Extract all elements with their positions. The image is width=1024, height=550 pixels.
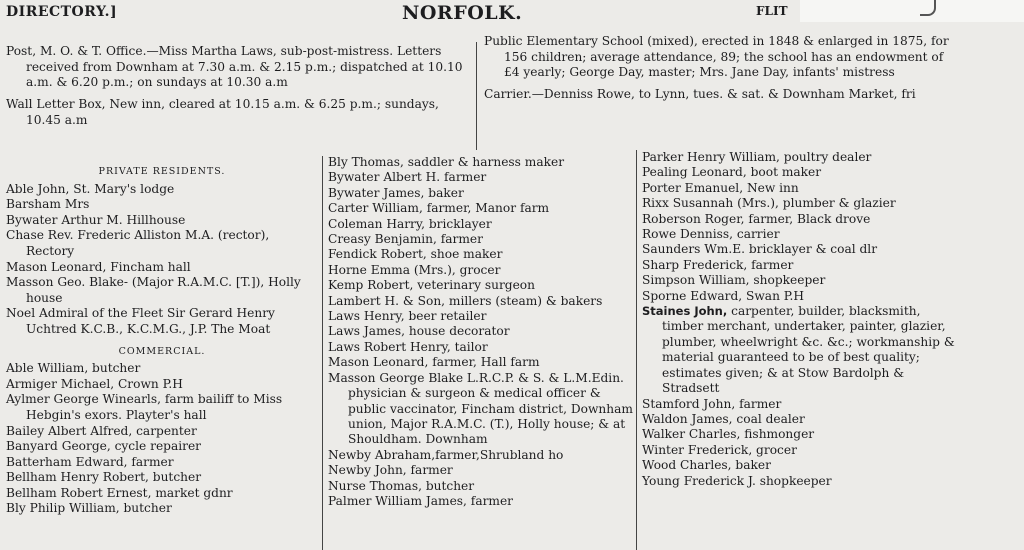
list-item: Bellham Henry Robert, butcher	[6, 470, 202, 485]
list-item: Carter William, farmer, Manor farm	[328, 201, 550, 216]
list-item: Winter Frederick, grocer	[642, 442, 797, 457]
pen-mark	[920, 0, 936, 16]
stamp-area	[800, 0, 1024, 22]
list-item: Fendick Robert, shoe maker	[328, 247, 503, 262]
list-item: Kemp Robert, veterinary surgeon	[328, 278, 535, 293]
list-item: Bywater Arthur M. Hillhouse	[6, 212, 186, 227]
list-item: Simpson William, shopkeeper	[642, 273, 826, 288]
school-block	[484, 34, 950, 103]
list-item: Pealing Leonard, boot maker	[642, 165, 822, 180]
list-item: Barsham Mrs	[6, 197, 90, 212]
list-item: Banyard George, cycle repairer	[6, 439, 201, 454]
list-item: Newby John, farmer	[328, 463, 453, 478]
list-item: Young Frederick J. shopkeeper	[642, 473, 832, 488]
list-item: Able William, butcher	[6, 361, 141, 376]
left-column	[6, 158, 318, 517]
list-item: Nurse Thomas, butcher	[328, 478, 475, 493]
list-item: Parker Henry William, poultry dealer	[642, 150, 872, 164]
list-item: Able John, St. Mary's lodge	[6, 181, 175, 196]
list-item: Bailey Albert Alfred, carpenter	[6, 423, 197, 438]
list-item: Horne Emma (Mrs.), grocer	[328, 262, 501, 277]
school-entry: Public Elementary School (mixed), erected in 1848 & enlarged in 1875, for 156 children; average attendance, 89; the school has an endowment of £4 yearly; George Day, master; Mrs. Jane Day, infants' mistress	[484, 34, 949, 80]
list-item: Rixx Susannah (Mrs.), plumber & glazier	[642, 196, 896, 211]
list-item: Stamford John, farmer	[642, 396, 782, 411]
commercial-title: COMMERCIAL.	[118, 345, 206, 357]
list-item: Masson Geo. Blake- (Major R.A.M.C. [T.]), Holly house	[6, 275, 301, 305]
list-item: Waldon James, coal dealer	[642, 411, 805, 426]
list-item: Armiger Michael, Crown P.H	[6, 376, 183, 391]
list-item: Mason Leonard, farmer, Hall farm	[328, 355, 540, 370]
list-item: Batterham Edward, farmer	[6, 454, 174, 469]
carrier-entry: Carrier.—Denniss Rowe, to Lynn, tues. & sat. & Downham Market, fri	[484, 87, 916, 102]
list-item: Bywater James, baker	[328, 185, 464, 200]
column-rule-left	[322, 156, 323, 550]
private-residents-title: PRIVATE RESIDENTS.	[98, 166, 226, 177]
list-item: Noel Admiral of the Fleet Sir Gerard Henry Uchtred K.C.B., K.C.M.G., J.P. The Moat	[6, 306, 275, 336]
list-item: Mason Leonard, Fincham hall	[6, 259, 191, 274]
list-item: Aylmer George Winearls, farm bailiff to Miss Hebgin's exors. Playter's hall	[6, 392, 283, 422]
list-item: Newby Abraham,farmer,Shrubland ho	[328, 447, 564, 462]
list-item: Bellham Robert Ernest, market gdnr	[6, 485, 233, 500]
post-office-block	[6, 44, 468, 129]
list-item: Saunders Wm.E. bricklayer & coal dlr	[642, 242, 878, 257]
list-item: Lambert H. & Son, millers (steam) & bakers	[328, 293, 603, 308]
list-item: Creasy Benjamin, farmer	[328, 232, 483, 247]
header-left: DIRECTORY.]	[6, 4, 118, 20]
header-right: FLIT	[756, 4, 788, 18]
list-item: Chase Rev. Frederic Alliston M.A. (rector), Rectory	[6, 228, 270, 258]
staines-name: Staines John,	[642, 304, 728, 319]
list-item: Roberson Roger, farmer, Black drove	[642, 211, 871, 226]
list-item: Sharp Frederick, farmer	[642, 257, 794, 272]
column-rule-right	[636, 150, 637, 550]
letter-box-entry: Wall Letter Box, New inn, cleared at 10.15 a.m. & 6.25 p.m.; sundays, 10.45 a.m	[6, 97, 439, 127]
list-item: Wood Charles, baker	[642, 458, 771, 473]
staines-details: carpenter, builder, blacksmith, timber merchant, undertaker, painter, glazier, plumber, wheelwright &c. &c.; workmanship & material guaranteed to be of best quality; estimates given; & at Stow Bardolph & Stradsett	[662, 304, 955, 396]
staines-advert	[642, 304, 958, 396]
list-item: Bywater Albert H. farmer	[328, 170, 487, 185]
middle-column	[328, 155, 636, 509]
post-office-entry: Post, M. O. & T. Office.—Miss Martha Laws, sub-post-mistress. Letters received from Downham at 7.30 a.m. & 2.15 p.m.; dispatched at 10.10 a.m. & 6.20 p.m.; on sundays at 10.30 a.m	[6, 44, 463, 90]
list-item: Masson George Blake L.R.C.P. & S. & L.M.Edin. physician & surgeon & medical officer & public vaccinator, Fincham district, Downham union, Major R.A.M.C. (T.), Holly house; & at Shouldham. Downham	[328, 370, 633, 447]
list-item: Palmer William James, farmer	[328, 493, 514, 508]
column-rule-top	[476, 42, 477, 150]
page-title: NORFOLK.	[402, 2, 523, 24]
list-item: Rowe Denniss, carrier	[642, 227, 780, 242]
right-column	[642, 150, 958, 489]
list-item: Laws Robert Henry, tailor	[328, 339, 488, 354]
list-item: Coleman Harry, bricklayer	[328, 216, 492, 231]
list-item: Laws Henry, beer retailer	[328, 309, 487, 324]
list-item: Porter Emanuel, New inn	[642, 180, 799, 195]
list-item: Laws James, house decorator	[328, 324, 510, 339]
list-item: Sporne Edward, Swan P.H	[642, 288, 805, 303]
list-item: Walker Charles, fishmonger	[642, 427, 815, 442]
list-item: Bly Thomas, saddler & harness maker	[328, 155, 565, 169]
list-item: Bly Philip William, butcher	[6, 501, 172, 516]
